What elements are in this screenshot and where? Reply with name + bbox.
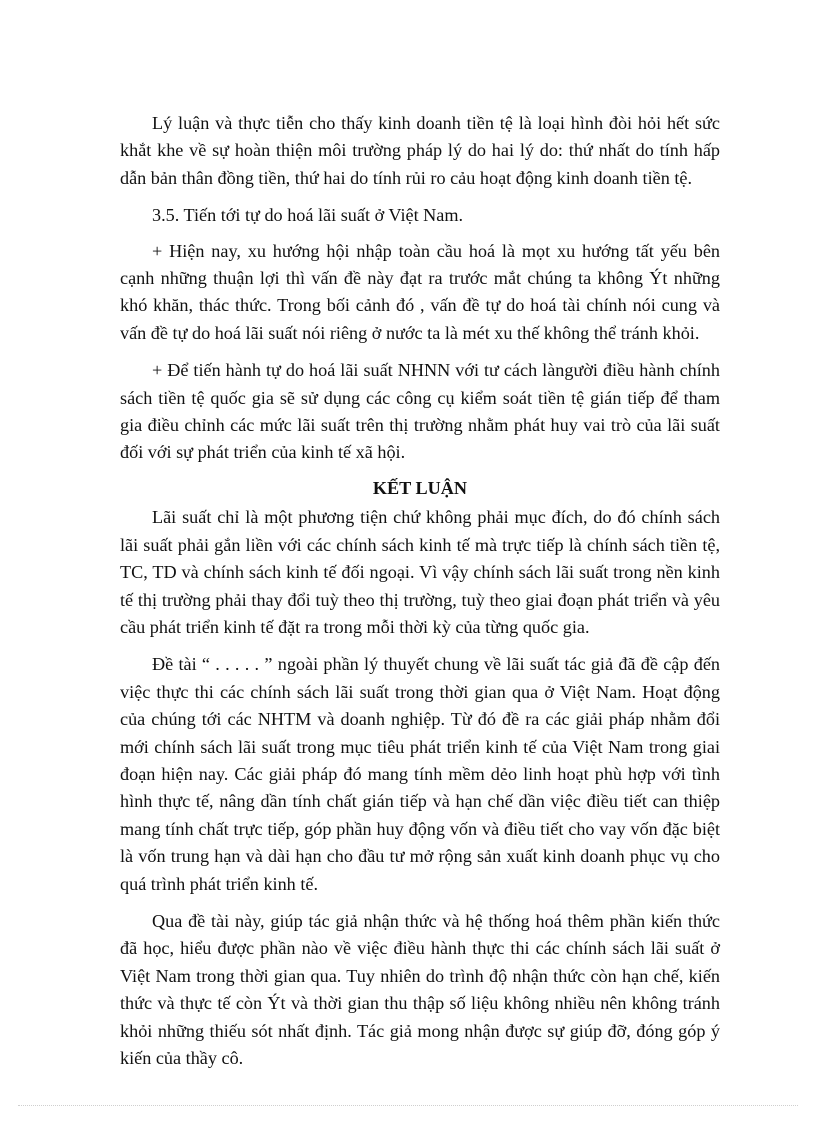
page-bottom-divider	[18, 1105, 798, 1106]
conclusion-paragraph-2: Đề tài “ . . . . . ” ngoài phần lý thuyết chung về lãi suất tác giả đã đề cập đến việc thực thi các chính sách lãi suất trong thời gian qua ở Việt Nam. Hoạt động của chúng tới các NHTM và doanh nghiệp. Từ đó đề ra các giải pháp nhằm đổi mới chính sách lãi suất trong mục tiêu phát triển kinh tế của Việt Nam trong giai đoạn hiện nay. Các giải pháp đó mang tính mềm dẻo linh hoạt phù hợp với tình hình thực tế, nâng dần tính chất gián tiếp và hạn chế dần việc điều tiết can thiệp mang tính chất trực tiếp, góp phần huy động vốn và điều tiết cho vay vốn đặc biệt là vốn trung hạn và dài hạn cho đầu tư mở rộng sản xuất kinh doanh phục vụ cho quá trình phát triển kinh tế.	[120, 654, 720, 894]
intro-paragraph: Lý luận và thực tiễn cho thấy kinh doanh tiền tệ là loại hình đòi hỏi hết sức khắt khe về sự hoàn thiện môi trường pháp lý do hai lý do: thứ nhất do tính hấp dẫn bản thân đồng tiền, thứ hai do tính rủi ro cảu hoạt động kinh doanh tiền tệ.	[120, 113, 720, 188]
liberalization-paragraph: + Để tiến hành tự do hoá lãi suất NHNN với tư cách làngười điều hành chính sách tiền tệ quốc gia sẽ sử dụng các công cụ kiểm soát tiền tệ gián tiếp để tham gia điều chỉnh các mức lãi suất trên thị trường nhằm phát huy vai trò của lãi suất đối với sự phát triển của kinh tế xã hội.	[120, 360, 720, 463]
conclusion-heading: KẾT LUẬN	[372, 477, 468, 498]
conclusion-paragraph-1: Lãi suất chỉ là một phương tiện chứ không phải mục đích, do đó chính sách lãi suất phải gắn liền với các chính sách kinh tế mà trực tiếp là chính sách tiền tệ, TC, TD và chính sách kinh tế đối ngoại. Vì vậy chính sách lãi suất trong nền kinh tế thị trường phải thay đổi tuỳ theo thị trường, tuỳ theo giai đoạn phát triển và yêu cầu phát triển kinh tế đặt ra trong mỗi thời kỳ của từng quốc gia.	[120, 507, 720, 637]
section-heading-3-5: 3.5. Tiến tới tự do hoá lãi suất ở Việt Nam.	[152, 205, 464, 226]
document-body	[120, 110, 720, 1082]
integration-paragraph: + Hiện nay, xu hướng hội nhập toàn cầu hoá là mọt xu hướng tất yếu bên cạnh những thuận lợi thì vấn đề này đạt ra trước mắt chúng ta không Ýt những khó khăn, thác thức. Trong bối cảnh đó , vấn đề tự do hoá tài chính nói cung và vấn đề tự do hoá lãi suất nói riêng ở nước ta là mét xu thế không thể tránh khỏi.	[120, 240, 720, 343]
conclusion-paragraph-3: Qua đề tài này, giúp tác giả nhận thức và hệ thống hoá thêm phần kiến thức đã học, hiểu được phần nào về việc điều hành thực thi các chính sách lãi suất ở Việt Nam trong thời gian qua. Tuy nhiên do trình độ nhận thức còn hạn chế, kiến thức và thực tế còn Ýt và thời gian thu thập số liệu không nhiều nên không tránh khỏi những thiếu sót nhất định. Tác giả mong nhận được sự giúp đỡ, đóng góp ý kiến của thầy cô.	[120, 910, 720, 1068]
